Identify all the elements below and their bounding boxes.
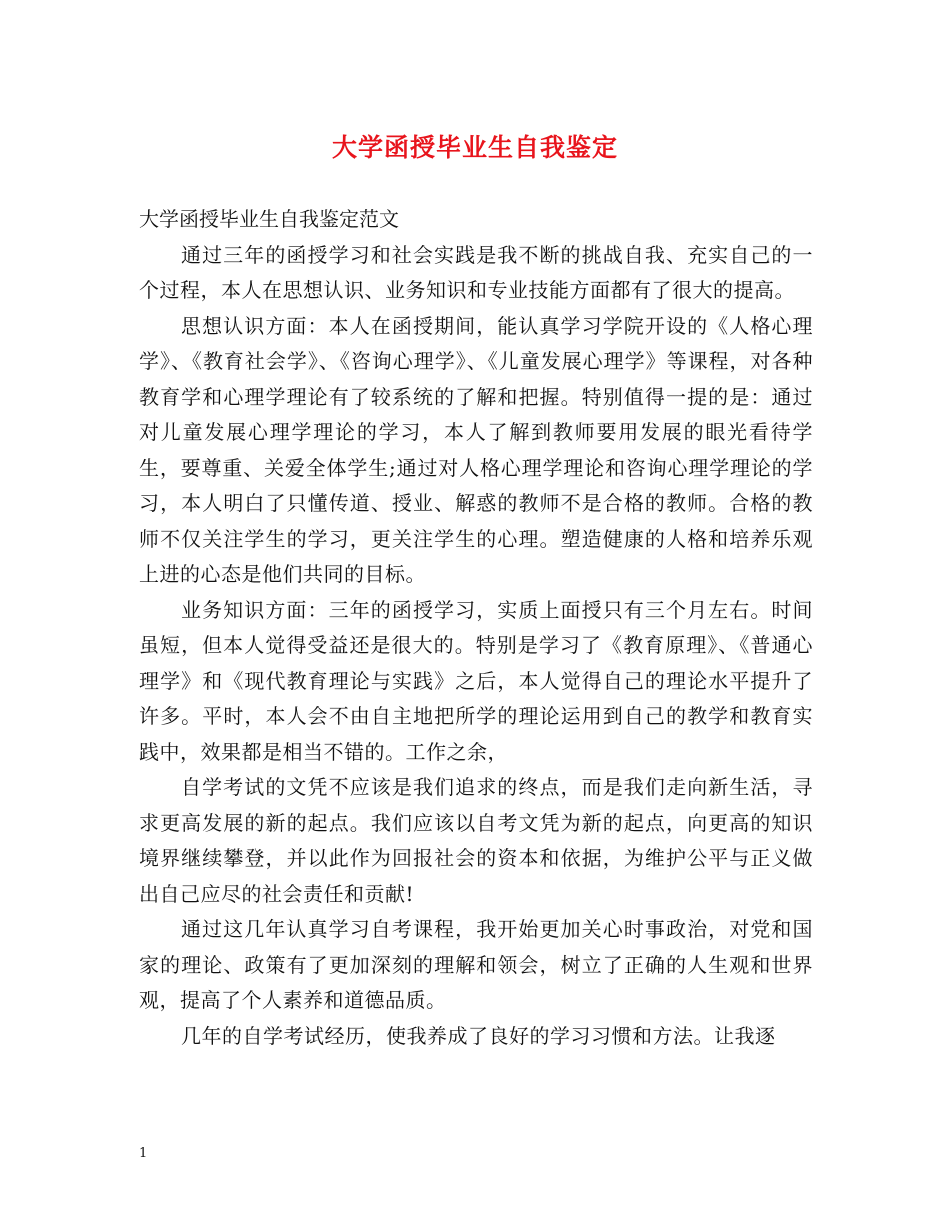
paragraph-6: 几年的自学考试经历，使我养成了良好的学习习惯和方法。让我逐 — [181, 1023, 776, 1048]
document-subtitle: 大学函授毕业生自我鉴定范文 — [139, 207, 399, 231]
document-body — [139, 202, 813, 1054]
paragraph-4: 自学考试的文凭不应该是我们追求的终点，而是我们走向新生活，寻求更高发展的新的起点。我们应该以自考文凭为新的起点，向更高的知识境界继续攀登，并以此作为回报社会的资本和依据，为维护公平与正义做出自己应尽的社会责任和贡献! — [139, 775, 813, 906]
page-number: 1 — [139, 1146, 148, 1161]
paragraph-3: 业务知识方面：三年的函授学习，实质上面授只有三个月左右。时间虽短，但本人觉得受益还是很大的。特别是学习了《教育原理》、《普通心理学》和《现代教育理论与实践》之后，本人觉得自己的理论水平提升了许多。平时，本人会不由自主地把所学的理论运用到自己的教学和教育实践中，效果都是相当不错的。工作之余， — [139, 597, 813, 764]
document-title: 大学函授毕业生自我鉴定 — [331, 133, 618, 162]
paragraph-5: 通过这几年认真学习自考课程，我开始更加关心时事政治，对党和国家的理论、政策有了更加深刻的理解和领会，树立了正确的人生观和世界观，提高了个人素养和道德品质。 — [139, 917, 813, 1012]
paragraph-1: 通过三年的函授学习和社会实践是我不断的挑战自我、充实自己的一个过程，本人在思想认识、业务知识和专业技能方面都有了很大的提高。 — [139, 242, 813, 302]
paragraph-2: 思想认识方面：本人在函授期间，能认真学习学院开设的《人格心理学》、《教育社会学》、《咨询心理学》、《儿童发展心理学》等课程，对各种教育学和心理学理论有了较系统的了解和把握。特别值得一提的是：通过对儿童发展心理学理论的学习，本人了解到教师要用发展的眼光看待学生，要尊重、关爱全体学生;通过对人格心理学理论和咨询心理学理论的学习，本人明白了只懂传道、授业、解惑的教师不是合格的教师。合格的教师不仅关注学生的学习，更关注学生的心理。塑造健康的人格和培养乐观上进的心态是他们共同的目标。 — [139, 313, 813, 586]
